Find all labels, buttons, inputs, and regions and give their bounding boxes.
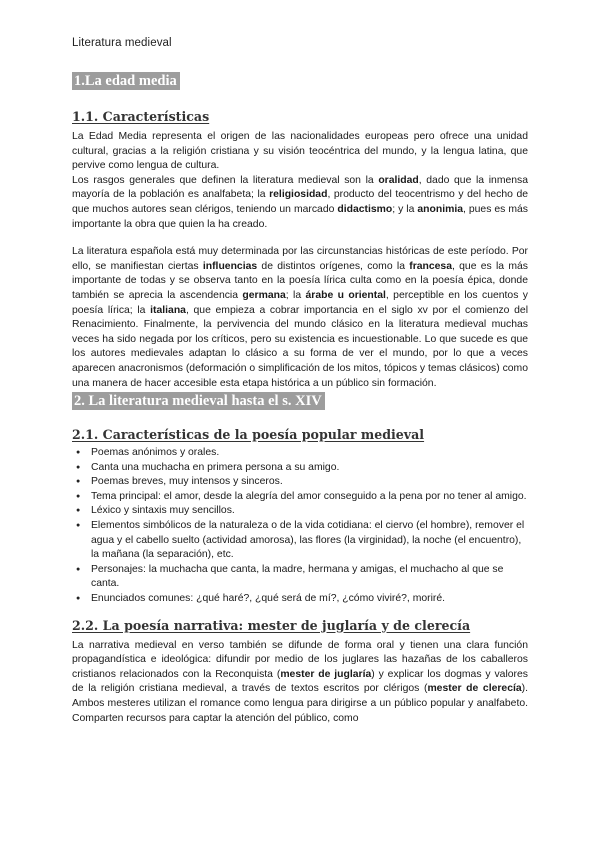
document-body — [72, 70, 528, 726]
list-item: ● Personajes: la muchacha que canta, la madre, hermana y amigas, el muchacho al que se canta. — [72, 563, 528, 592]
list-item: ● Elementos simbólicos de la naturaleza o de la vida cotidiana: el ciervo (el hombre), remover el agua y el cabello suelto (actividad amorosa), las flores (la virginidad), la noche (el encuentro), la mañana (la separación), etc. — [72, 519, 528, 563]
section-heading-edad-media: 1.La edad media — [72, 72, 180, 90]
term-mester-clerecia: mester de clerecía — [427, 683, 522, 695]
term-didactismo: didactismo — [337, 203, 393, 215]
term-anonimia: anonimia — [417, 203, 463, 215]
section-2 — [72, 392, 528, 412]
list-item: ● Tema principal: el amor, desde la alegría del amor conseguido a la pena por no tener al amigo. — [72, 490, 528, 505]
running-header: Literatura medieval — [72, 37, 172, 49]
subheading-caracteristicas: 1.1. Características — [72, 109, 210, 124]
term-religiosidad: religiosidad — [269, 189, 328, 201]
paragraph-unidad-cultural: La Edad Media representa el origen de las nacionalidades europeas pero ofrece una unidad cultural, gracias a la religión cristiana y su visión teocéntrica del mundo, y la lengua latina, que pervive como lengua de cultura. — [72, 131, 528, 172]
list-item: ● Poemas breves, muy intensos y sinceros. — [72, 475, 528, 490]
term-oralidad: oralidad — [378, 174, 419, 186]
list-item: ● Enunciados comunes: ¿qué haré?, ¿qué será de mí?, ¿cómo viviré?, moriré. — [72, 592, 528, 607]
subheading-poesia-narrativa: 2.2. La poesía narrativa: mester de juglaría y de clerecía — [72, 617, 471, 633]
subheading-poesia-popular: 2.1. Características de la poesía popular medieval — [72, 427, 425, 443]
term-mester-juglaria: mester de juglaría — [280, 668, 372, 680]
paragraph-rasgos-generales: Los rasgos generales que definen la literatura medieval son la oralidad, dado que la inmensa mayoría de la población es analfabeta; la religiosidad, producto del teocentrismo y del hecho de que muchos autores sean clérigos, teniendo un marcado didactismo; y la anonimia, pues es más importante la obra que quien la ha creado. — [72, 174, 529, 230]
term-francesa: francesa — [409, 260, 452, 272]
term-influencias: influencias — [202, 260, 258, 272]
term-arabe-oriental: árabe u oriental — [305, 289, 386, 301]
list-item: ● Poemas anónimos y orales. — [72, 446, 528, 461]
section-heading-literatura-xiv: 2. La literatura medieval hasta el s. XIV — [72, 392, 325, 410]
list-item: ● Léxico y sintaxis muy sencillos. — [72, 504, 528, 519]
paragraph-narrativa-medieval: La narrativa medieval en verso también se difunde de forma oral y tienen una clara función propagandística e ideológica: difundir por medio de los juglares las hazañas de los caballeros cristianos relacionados con la Reconquista (mester de juglaría) y explicar los dogmas y valores de la religión cristiana medieval, a través de textos escritos por clérigos (mester de clerecía). Ambos mesteres utilizan el romance como lengua para dirigirse a un público popular y analfabeto. Comparten recursos para captar la atención del público, como — [72, 639, 528, 724]
section-1 — [72, 72, 528, 92]
term-italiana: italiana — [150, 304, 186, 316]
paragraph-influencias: La literatura española está muy determinada por las circunstancias históricas de este período. Por ello, se manifiestan ciertas influencias de distintos orígenes, como la francesa, que es la más importante de todas y se observa tanto en la poesía lírica culta como en la poesía épica, donde también se aprecia la ascendencia germana; la árabe u oriental, perceptible en los cuentos y poesía lírica; la italiana, que empieza a cobrar importancia en el siglo xv por el comienzo del Renacimiento. Finalmente, la pervivencia del mundo clásico en la literatura medieval muchas veces ha sido negada por los críticos, pero su existencia es incuestionable. Lo que sucede es que los autores medievales adaptan lo clásico a su forma de ver el mundo, por lo que a veces aparecen anacronismos (deformación o simplificación de los mitos, tópicos y temas clásicos) como una manera de hacer accesible esta etapa histórica a un público sin formación. — [72, 246, 528, 389]
bullet-list-poesia-popular — [72, 446, 528, 607]
list-item: ● Canta una muchacha en primera persona a su amigo. — [72, 461, 528, 476]
term-germana: germana — [242, 289, 286, 301]
